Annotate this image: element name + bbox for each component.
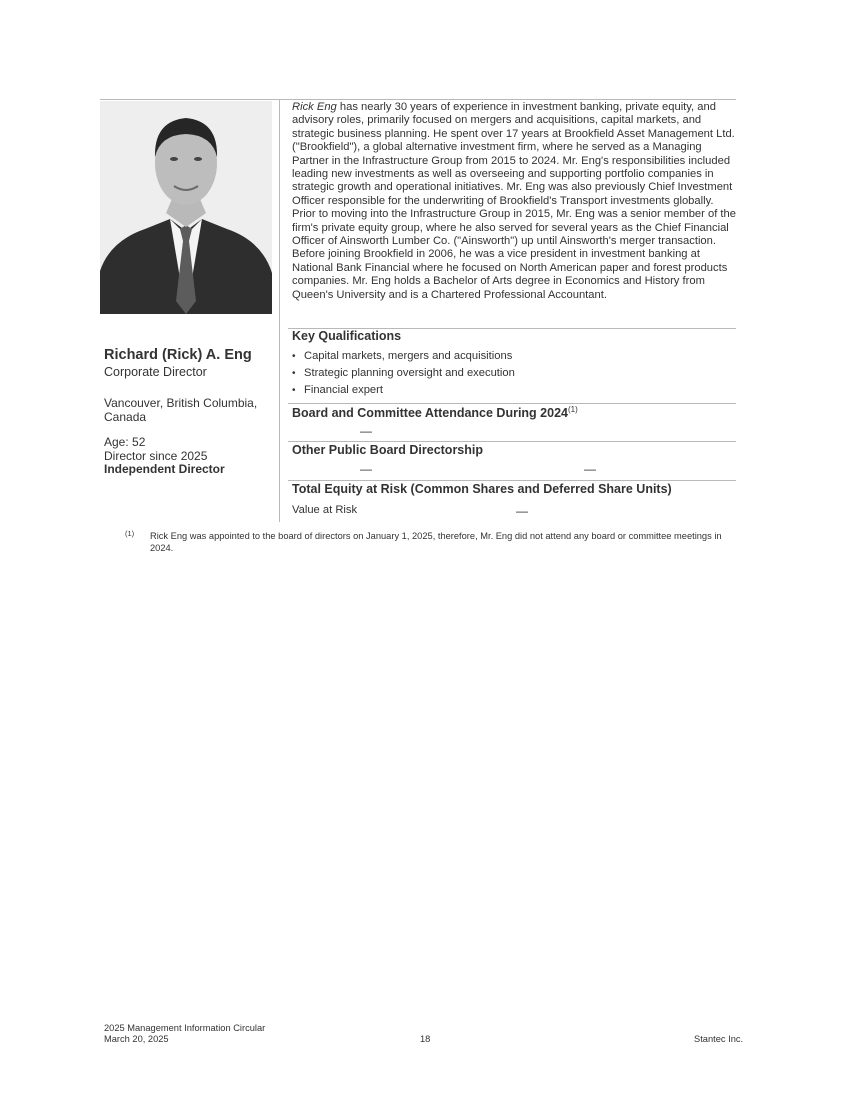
- section-divider: [288, 403, 736, 404]
- director-status: Independent Director: [104, 462, 225, 476]
- other-boards-heading: Other Public Board Directorship: [292, 443, 484, 457]
- footer-left: [104, 1023, 265, 1045]
- director-portrait-image: [100, 101, 272, 314]
- other-boards-value: —: [584, 462, 596, 476]
- attendance-heading: [292, 405, 578, 420]
- director-location: Vancouver, British Columbia, Canada: [104, 396, 258, 424]
- footnote-reference: (1): [567, 405, 578, 414]
- attendance-value: —: [360, 424, 372, 438]
- director-photo: [100, 101, 272, 314]
- section-divider: [288, 441, 736, 442]
- director-since: Director since 2025: [104, 449, 208, 463]
- attendance-heading-text: Board and Committee Attendance During 2024: [292, 406, 568, 421]
- director-biography: [292, 101, 738, 302]
- footer-document-title: 2025 Management Information Circular: [104, 1023, 266, 1033]
- qualifications-list: [292, 348, 515, 399]
- footnote-text: Rick Eng was appointed to the board of directors on January 1, 2025, therefore, Mr. Eng did not attend any board or committee meetings in 2024.: [150, 531, 722, 553]
- director-age: Age: 52: [104, 435, 146, 449]
- footer-date: March 20, 2025: [104, 1034, 169, 1044]
- value-at-risk-value: —: [516, 504, 528, 518]
- director-name: Richard (Rick) A. Eng: [104, 347, 252, 363]
- equity-at-risk-heading: Total Equity at Risk (Common Shares and Deferred Share Units): [292, 482, 672, 496]
- top-divider: [100, 99, 736, 100]
- footer-company: Stantec Inc.: [694, 1034, 744, 1044]
- other-boards-value: —: [360, 462, 372, 476]
- list-item: • Financial expert: [292, 382, 515, 399]
- section-divider: [288, 480, 736, 481]
- bio-text: has nearly 30 years of experience in investment banking, private equity, and advisory roles, primarily focused on mergers and acquisitions, capital markets, and strategic business planning. He spent over 17 years at Brookfield Asset Management Ltd. ("Brookfield"), a global alternative investment firm, where he served as a Managing Partner in the Infrastructure Group from 2015 to 2024. Mr. Eng's responsibilities included leading new investments as well as overseeing and supporting portfolio companies in strategic growth and operational initiatives. Mr. Eng was also previously Chief Investment Officer responsible for the underwriting of Brookfield's Transport investments globally. Prior to moving into the Infrastructure Group in 2015, Mr. Eng was a senior member of the firm's private equity group, where he also served for several years as the Chief Financial Officer of Ainsworth Lumber Co. ("Ainsworth") up until Ainsworth's merger transaction. Before joining Brookfield in 2006, he was a vice president in investment banking at National Bank Financial where he focused on North American paper and forest products companies. Mr. Eng holds a Bachelor of Arts degree in Economics and History from Queen's University and is a Chartered Professional Accountant.: [292, 101, 736, 301]
- list-item: • Capital markets, mergers and acquisitions: [292, 348, 515, 365]
- footnote-marker: (1): [125, 529, 135, 538]
- page-number: 18: [420, 1034, 431, 1044]
- director-role: Corporate Director: [104, 365, 207, 379]
- value-at-risk-label: Value at Risk: [292, 504, 358, 516]
- key-qualifications-heading: Key Qualifications: [292, 329, 402, 343]
- bio-name: Rick Eng: [292, 101, 337, 113]
- column-divider: [279, 100, 280, 522]
- list-item: • Strategic planning oversight and execution: [292, 365, 515, 382]
